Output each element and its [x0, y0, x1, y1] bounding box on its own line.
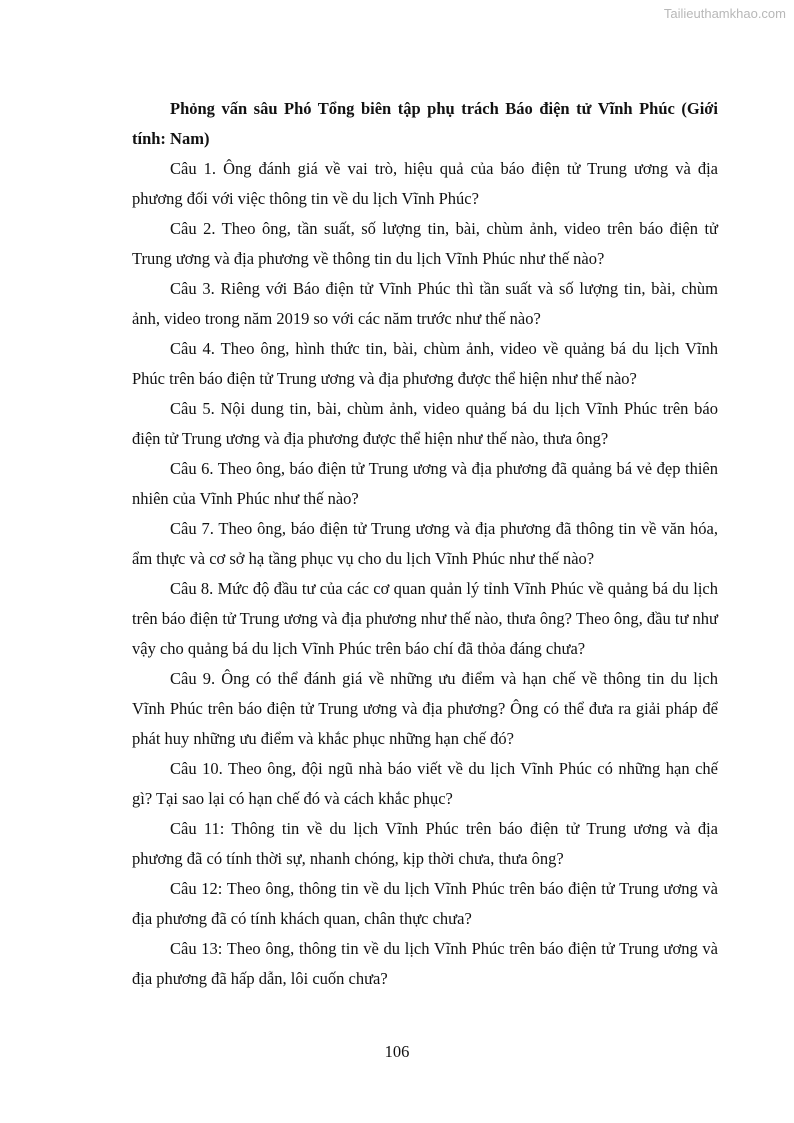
- document-body: [132, 94, 718, 994]
- question-2: Câu 2. Theo ông, tần suất, số lượng tin, bài, chùm ảnh, video trên báo điện tử Trung ương và địa phương về thông tin du lịch Vĩnh Phúc như thế nào?: [132, 219, 718, 268]
- question-1: Câu 1. Ông đánh giá về vai trò, hiệu quả của báo điện tử Trung ương và địa phương đối với việc thông tin về du lịch Vĩnh Phúc?: [132, 159, 718, 208]
- question-8: Câu 8. Mức độ đầu tư của các cơ quan quản lý tỉnh Vĩnh Phúc về quảng bá du lịch trên báo điện tử Trung ương và địa phương như thế nào, thưa ông? Theo ông, đầu tư như vậy cho quảng bá du lịch Vĩnh Phúc trên báo chí đã thỏa đáng chưa?: [132, 579, 718, 658]
- question-5: Câu 5. Nội dung tin, bài, chùm ảnh, video quảng bá du lịch Vĩnh Phúc trên báo điện tử Trung ương và địa phương được thể hiện như thế nào, thưa ông?: [132, 399, 718, 448]
- watermark: Tailieuthamkhao.com: [663, 6, 786, 21]
- question-9: Câu 9. Ông có thể đánh giá về những ưu điểm và hạn chế về thông tin du lịch Vĩnh Phúc trên báo điện tử Trung ương và địa phương? Ông có thể đưa ra giải pháp để phát huy những ưu điểm và khắc phục những hạn chế đó?: [132, 669, 718, 748]
- page-number: 106: [384, 1042, 410, 1061]
- interview-heading: Phỏng vấn sâu Phó Tổng biên tập phụ trách Báo điện tử Vĩnh Phúc (Giới tính: Nam): [132, 99, 718, 148]
- question-4: Câu 4. Theo ông, hình thức tin, bài, chùm ảnh, video về quảng bá du lịch Vĩnh Phúc trên báo điện tử Trung ương và địa phương được thể hiện như thế nào?: [132, 339, 718, 388]
- question-13: Câu 13: Theo ông, thông tin về du lịch Vĩnh Phúc trên báo điện tử Trung ương và địa phương đã hấp dẫn, lôi cuốn chưa?: [132, 939, 718, 988]
- question-6: Câu 6. Theo ông, báo điện tử Trung ương và địa phương đã quảng bá vẻ đẹp thiên nhiên của Vĩnh Phúc như thế nào?: [132, 459, 718, 508]
- question-7: Câu 7. Theo ông, báo điện tử Trung ương và địa phương đã thông tin về văn hóa, ẩm thực và cơ sở hạ tầng phục vụ cho du lịch Vĩnh Phúc như thế nào?: [132, 519, 718, 568]
- question-11: Câu 11: Thông tin về du lịch Vĩnh Phúc trên báo điện tử Trung ương và địa phương đã có tính thời sự, nhanh chóng, kịp thời chưa, thưa ông?: [132, 819, 718, 868]
- question-12: Câu 12: Theo ông, thông tin về du lịch Vĩnh Phúc trên báo điện tử Trung ương và địa phương đã có tính khách quan, chân thực chưa?: [132, 879, 718, 928]
- question-3: Câu 3. Riêng với Báo điện tử Vĩnh Phúc thì tần suất và số lượng tin, bài, chùm ảnh, video trong năm 2019 so với các năm trước như thế nào?: [132, 279, 718, 328]
- question-10: Câu 10. Theo ông, đội ngũ nhà báo viết về du lịch Vĩnh Phúc có những hạn chế gì? Tại sao lại có hạn chế đó và cách khắc phục?: [132, 759, 718, 808]
